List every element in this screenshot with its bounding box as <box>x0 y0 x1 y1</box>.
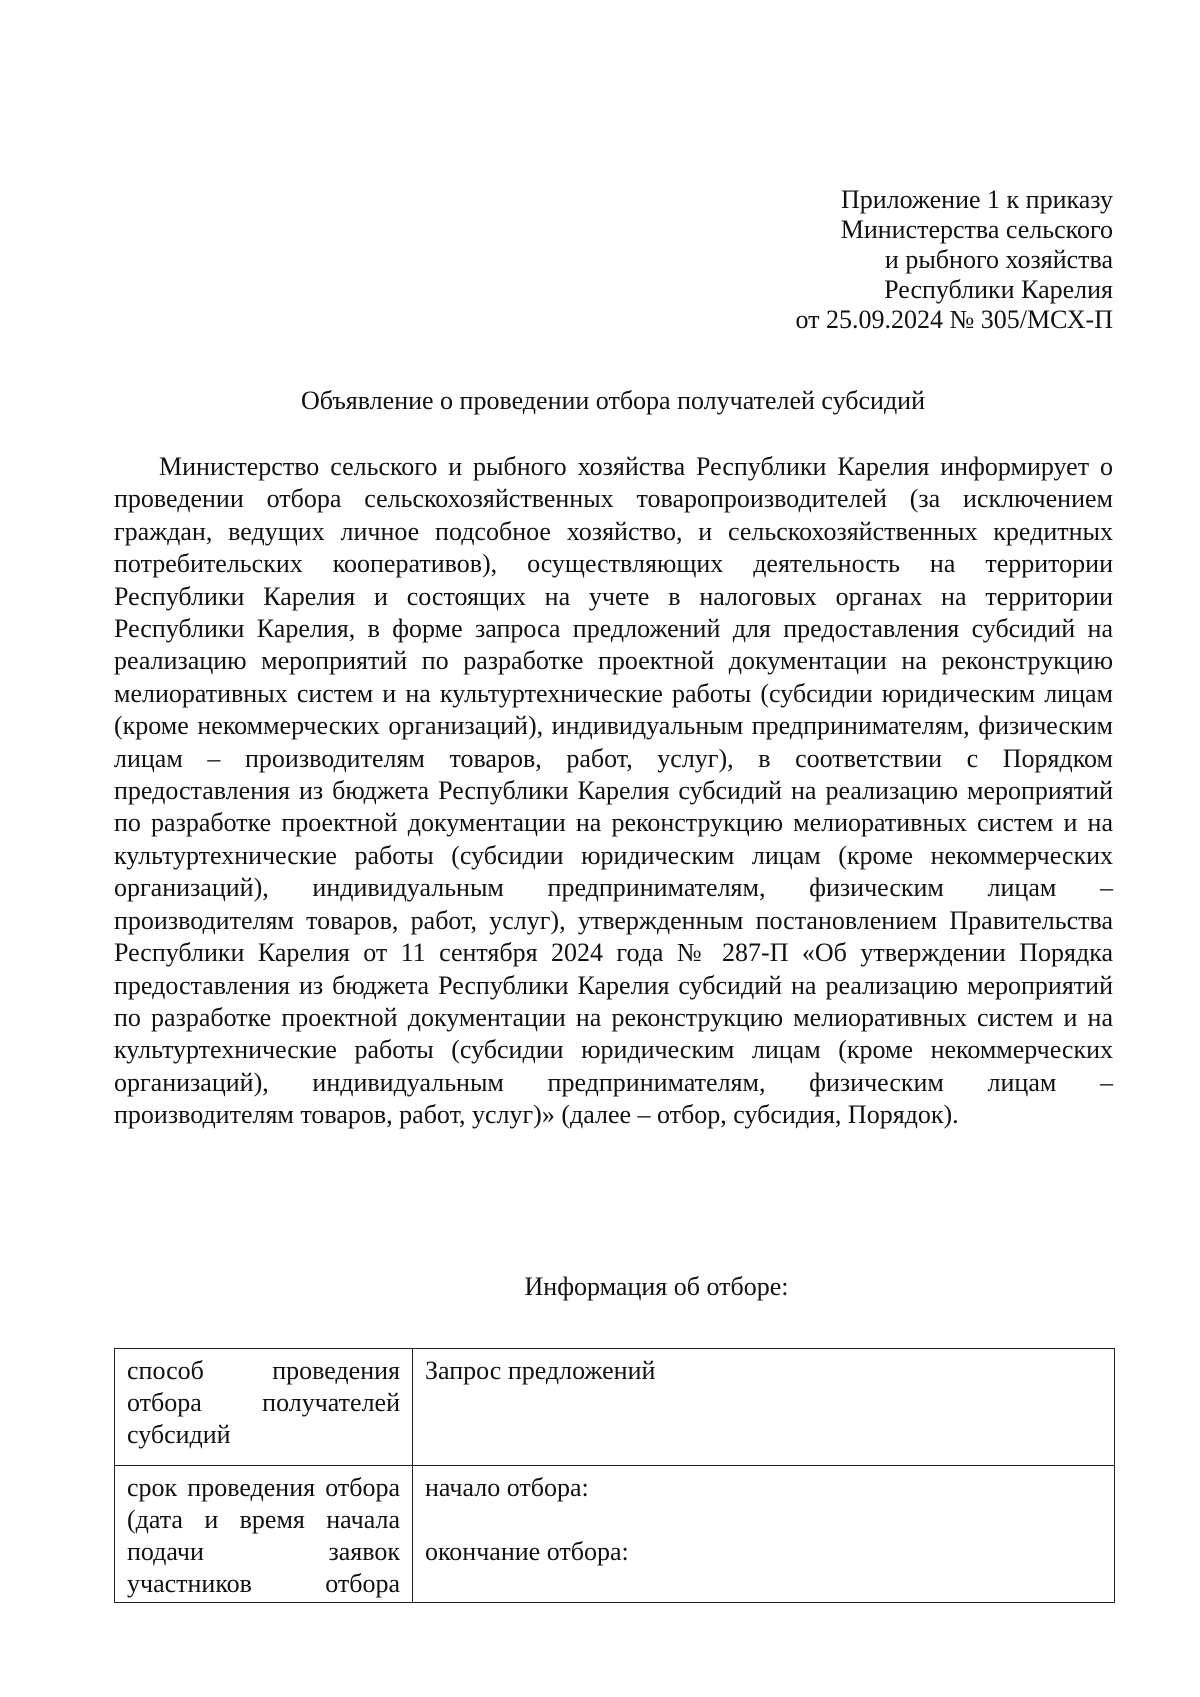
table-cell-text: окончание отбора: <box>425 1537 629 1566</box>
appendix-line: Министерства сельского <box>840 215 1113 244</box>
table-cell-value <box>413 1466 1115 1603</box>
document-title: Объявление о проведении отбора получателей субсидий <box>300 386 926 415</box>
table-cell-text: Запрос предложений <box>425 1356 656 1385</box>
table-cell-label: срок проведения отбора (дата и время начала подачи заявок участников отбора <box>115 1466 413 1603</box>
appendix-line: Республики Карелия <box>884 275 1113 304</box>
appendix-line: и рыбного хозяйства <box>884 245 1113 274</box>
appendix-block <box>593 185 1113 335</box>
appendix-line: Приложение 1 к приказу <box>840 185 1113 214</box>
table-cell-value <box>413 1349 1115 1466</box>
appendix-line: от 25.09.2024 № 305/МСХ-П <box>795 305 1113 334</box>
section-heading: Информация об отборе: <box>524 1272 789 1301</box>
table-cell-text: начало отбора: <box>425 1473 589 1502</box>
spacer <box>425 1504 1102 1536</box>
table-row <box>115 1349 1115 1466</box>
table-cell-label: способ проведения отбора получателей субсидий <box>115 1349 413 1466</box>
table-row <box>115 1466 1115 1603</box>
body-paragraph: Министерство сельского и рыбного хозяйства Республики Карелия информирует о проведении отбора сельскохозяйственных товаропроизводителей (за исключением граждан, ведущих личное подсобное хозяйство, и сельскохозяйственных кредитных потребительских кооперативов), осуществляющих деятельность на территории Республики Карелия и состоящих на учете в налоговых органах на территории Республики Карелия, в форме запроса предложений для предоставления субсидий на реализацию мероприятий по разработке проектной документации на реконструкцию мелиоративных систем и на культуртехнические работы (субсидии юридическим лицам (кроме некоммерческих организаций), индивидуальным предпринимателям, физическим лицам – производителям товаров, работ, услуг), в соответствии с Порядком предоставления из бюджета Республики Карелия субсидий на реализацию мероприятий по разработке проектной документации на реконструкцию мелиоративных систем и на культуртехнические работы (субсидии юридическим лицам (кроме некоммерческих организаций), индивидуальным предпринимателям, физическим лицам – производителям товаров, работ, услуг), утвержденным постановлением Правительства Республики Карелия от 11 сентября 2024 года № 287-П «Об утверждении Порядка предоставления из бюджета Республики Карелия субсидий на реализацию мероприятий по разработке проектной документации на реконструкцию мелиоративных систем и на культуртехнические работы (субсидии юридическим лицам (кроме некоммерческих организаций), индивидуальным предпринимателям, физическим лицам – производителям товаров, работ, услуг)» (далее – отбор, субсидия, Порядок). <box>114 452 1113 1130</box>
info-table <box>114 1348 1115 1603</box>
